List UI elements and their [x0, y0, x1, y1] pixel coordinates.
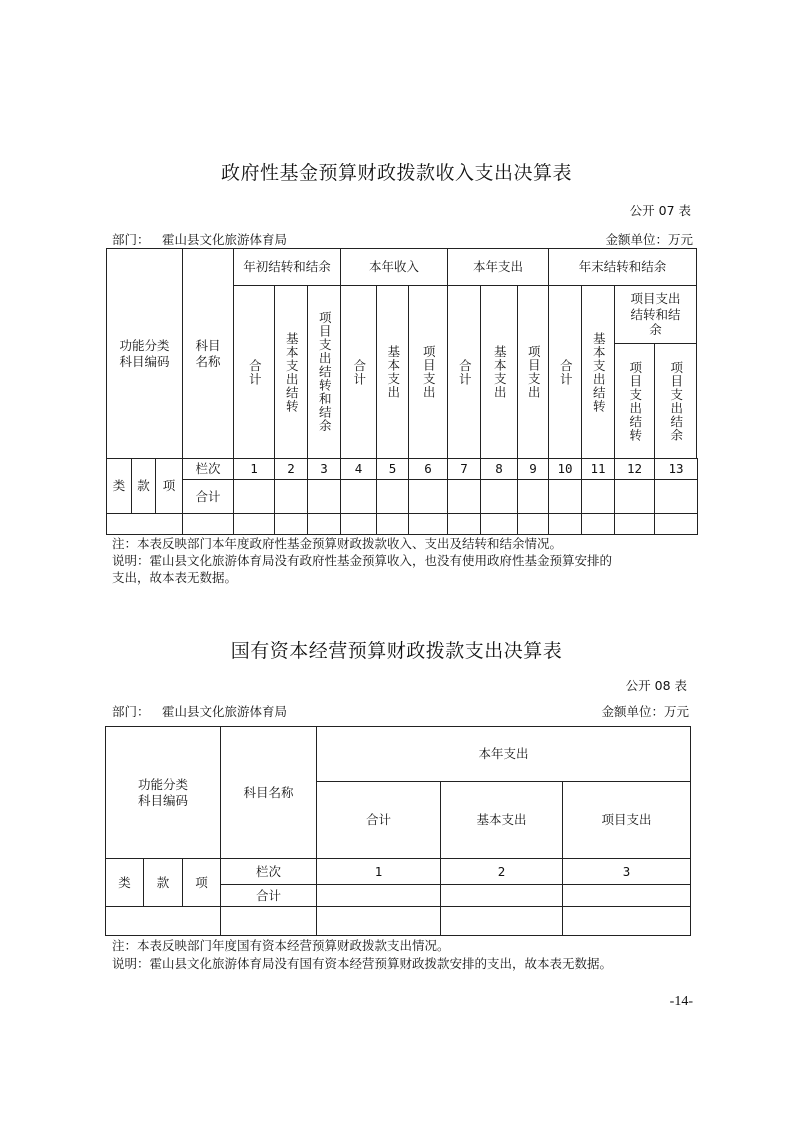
- empty-cell: [480, 513, 518, 535]
- row-total-label: 合计: [182, 479, 234, 514]
- t08-col-project: 项目支出: [562, 781, 691, 859]
- empty-cell: [182, 513, 234, 535]
- group-begin-text: 年初结转和结余: [243, 259, 331, 275]
- column-number: 3: [307, 458, 341, 480]
- column-number: 7: [447, 458, 481, 480]
- header-func-code-text: 功能分类科目编码: [119, 337, 170, 369]
- empty-cell: [106, 513, 183, 535]
- table07-explain-line2: 支出，故本表无数据。: [112, 570, 238, 585]
- t08-header-func-code: [105, 726, 221, 859]
- empty-cell: [376, 513, 409, 535]
- header-xiang: 项: [155, 458, 183, 514]
- header-subject-name-text: 科目名称: [195, 337, 221, 369]
- t08-col-basic: 基本支出: [440, 781, 563, 859]
- total-cell: [614, 479, 655, 514]
- empty-cell: [517, 513, 549, 535]
- column-number: 4: [340, 458, 377, 480]
- total-cell: [340, 479, 377, 514]
- column-number: 6: [408, 458, 448, 480]
- table08-dept-label: 部门：: [112, 704, 150, 719]
- empty-cell: [307, 513, 341, 535]
- col-end-project-carry-text: 项目支出结转: [627, 360, 643, 442]
- col-expense-basic-text: 基本支出: [492, 345, 508, 399]
- total-cell: [376, 479, 409, 514]
- t08-row-index-label: 栏次: [220, 858, 317, 885]
- empty-cell: [408, 513, 448, 535]
- column-number: 10: [548, 458, 582, 480]
- column-number: 8: [480, 458, 518, 480]
- empty-cell: [548, 513, 582, 535]
- t08-header-kuan: 款: [143, 858, 183, 907]
- col-end-project-group: [614, 285, 697, 344]
- empty-cell: [614, 513, 655, 535]
- col-end-project-group-text: 项目支出结转和结余: [630, 291, 681, 338]
- col-income-project-text: 项目支出: [421, 345, 437, 399]
- t08-empty-cell: [105, 906, 221, 936]
- table07-dept-name: 霍山县文化旅游体育局: [162, 232, 288, 247]
- total-cell: [480, 479, 518, 514]
- total-cell: [548, 479, 582, 514]
- col-expense-total: [447, 285, 481, 459]
- col-begin-project-text: 项目支出结转和结余: [317, 311, 333, 433]
- col-end-basic-text: 基本支出结转: [591, 331, 607, 413]
- t08-col-number: 3: [562, 858, 691, 885]
- empty-cell: [340, 513, 377, 535]
- table07-explain-line1: 说明：霍山县文化旅游体育局没有政府性基金预算收入，也没有使用政府性基金预算安排的: [112, 553, 613, 568]
- t08-col-total: 合计: [316, 781, 441, 859]
- t08-header-subject-name: 科目名称: [220, 726, 317, 859]
- col-end-project-surplus: [654, 343, 697, 459]
- header-lei: 类: [106, 458, 132, 514]
- table07-note: 注：本表反映部门本年度政府性基金预算财政拨款收入、支出及结转和结余情况。: [112, 536, 563, 551]
- t08-col-number: 2: [440, 858, 563, 885]
- total-cell: [274, 479, 308, 514]
- t08-total-cell: [440, 884, 563, 907]
- t08-empty-cell: [440, 906, 563, 936]
- col-income-total: [340, 285, 377, 459]
- column-number: 5: [376, 458, 409, 480]
- t08-empty-cell: [220, 906, 317, 936]
- col-income-total-text: 合计: [351, 358, 367, 386]
- total-cell: [408, 479, 448, 514]
- col-income-project: [408, 285, 448, 459]
- table08-dept-name: 霍山县文化旅游体育局: [162, 704, 288, 719]
- t08-func-code-line1: 功能分类: [137, 776, 188, 792]
- col-expense-project-text: 项目支出: [526, 345, 542, 399]
- t08-empty-cell: [316, 906, 441, 936]
- header-subject-name: [182, 248, 234, 459]
- table08-title: 国有资本经营预算财政拨款支出决算表: [230, 640, 563, 662]
- table07-title: 政府性基金预算财政拨款收入支出决算表: [220, 162, 572, 184]
- table08-unit: 金额单位：万元: [601, 704, 689, 719]
- t08-header-xiang: 项: [182, 858, 221, 907]
- table07-unit: 金额单位：万元: [605, 232, 693, 247]
- t08-total-cell: [562, 884, 691, 907]
- page-number: -14-: [669, 994, 693, 1009]
- header-func-code: [106, 248, 183, 459]
- t08-group-expense: 本年支出: [316, 726, 691, 782]
- row-index-label: 栏次: [182, 458, 234, 480]
- t08-header-lei: 类: [105, 858, 144, 907]
- column-number: 12: [614, 458, 655, 480]
- empty-cell: [654, 513, 698, 535]
- empty-cell: [581, 513, 615, 535]
- t08-col-number: 1: [316, 858, 441, 885]
- col-end-basic: [581, 285, 615, 459]
- table07-code: 公开 07 表: [629, 203, 691, 218]
- col-expense-total-text: 合计: [457, 358, 473, 386]
- col-income-basic: [376, 285, 409, 459]
- column-number: 13: [654, 458, 698, 480]
- total-cell: [233, 479, 275, 514]
- t08-total-cell: [316, 884, 441, 907]
- table08-note: 注：本表反映部门年度国有资本经营预算财政拨款支出情况。: [112, 938, 450, 953]
- header-kuan: 款: [131, 458, 156, 514]
- col-begin-total-text: 合计: [247, 358, 263, 386]
- total-cell: [517, 479, 549, 514]
- total-cell: [307, 479, 341, 514]
- column-number: 9: [517, 458, 549, 480]
- table07-dept-label: 部门：: [112, 232, 150, 247]
- group-end: 年末结转和结余: [548, 248, 697, 286]
- col-begin-project: [307, 285, 341, 459]
- group-expense: 本年支出: [447, 248, 549, 286]
- column-number: 1: [233, 458, 275, 480]
- col-expense-project: [517, 285, 549, 459]
- total-cell: [447, 479, 481, 514]
- col-begin-basic: [274, 285, 308, 459]
- empty-cell: [274, 513, 308, 535]
- col-begin-basic-text: 基本支出结转: [284, 331, 300, 413]
- t08-func-code-line2: 科目编码: [137, 792, 188, 808]
- empty-cell: [447, 513, 481, 535]
- col-end-total: [548, 285, 582, 459]
- group-income: 本年收入: [340, 248, 448, 286]
- t08-row-total-label: 合计: [220, 884, 317, 907]
- col-expense-basic: [480, 285, 518, 459]
- col-end-project-surplus-text: 项目支出结余: [668, 360, 684, 442]
- group-begin: [233, 248, 341, 286]
- col-end-total-text: 合计: [558, 358, 574, 386]
- table08-explain: 说明：霍山县文化旅游体育局没有国有资本经营预算财政拨款安排的支出，故本表无数据。: [112, 956, 613, 971]
- table08-code: 公开 08 表: [625, 678, 687, 693]
- column-number: 11: [581, 458, 615, 480]
- total-cell: [581, 479, 615, 514]
- t08-empty-cell: [562, 906, 691, 936]
- col-income-basic-text: 基本支出: [385, 345, 401, 399]
- col-end-project-carry: [614, 343, 655, 459]
- column-number: 2: [274, 458, 308, 480]
- empty-cell: [233, 513, 275, 535]
- col-begin-total: [233, 285, 275, 459]
- total-cell: [654, 479, 698, 514]
